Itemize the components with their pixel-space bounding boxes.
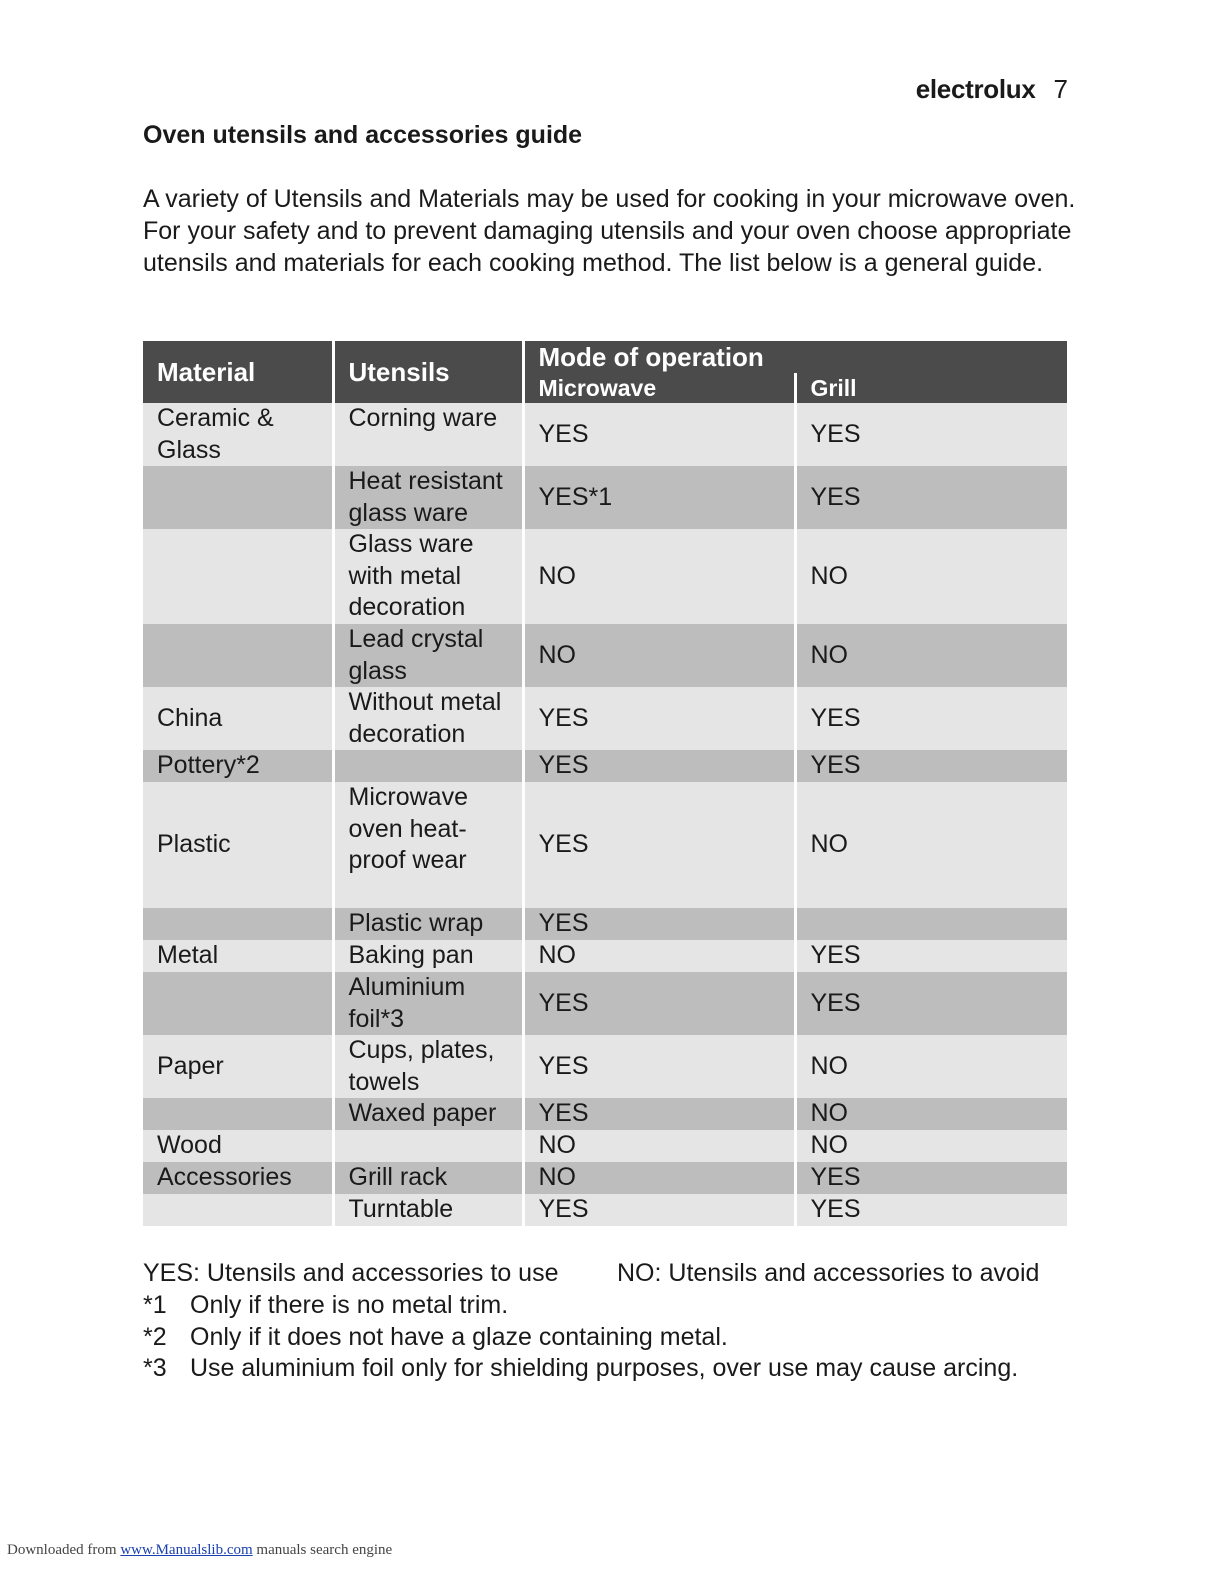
footnote-mark: *3 [143,1354,167,1383]
table-row [143,687,1067,750]
grill-cell: YES [795,1162,1067,1194]
material-cell [143,1194,333,1226]
table-row [143,1130,1067,1162]
utensils-cell: Baking pan [333,940,523,972]
table-row [143,1194,1067,1226]
grill-cell: NO [795,1130,1067,1162]
legend-no: NO: Utensils and accessories to avoid [617,1259,1040,1287]
microwave-cell: YES [523,403,795,466]
microwave-cell: NO [523,624,795,687]
table-row [143,908,1067,940]
grill-cell: YES [795,466,1067,529]
utensils-cell: Aluminium foil*3 [333,972,523,1035]
footer-prefix: Downloaded from [7,1542,117,1558]
grill-cell: YES [795,403,1067,466]
material-cell: Ceramic & Glass [143,403,333,466]
microwave-cell: NO [523,1162,795,1194]
utensils-cell: Microwave oven heat-proof wear [333,782,523,908]
table-row [143,529,1067,624]
footnote-mark: *2 [143,1322,167,1351]
microwave-cell: YES [523,972,795,1035]
footnote-text: Only if it does not have a glaze containing metal. [190,1322,728,1351]
microwave-cell: YES [523,782,795,908]
microwave-cell: NO [523,940,795,972]
material-cell: Wood [143,1130,333,1162]
header-material: Material [143,341,333,403]
grill-cell [795,908,1067,940]
table-row [143,940,1067,972]
utensils-cell: Plastic wrap [333,908,523,940]
grill-cell: YES [795,1194,1067,1226]
page-number: 7 [1053,74,1068,104]
utensils-cell: Without metal decoration [333,687,523,750]
table-body [143,403,1067,1226]
manualslib-link[interactable]: www.Manualslib.com [120,1542,253,1558]
table-row [143,972,1067,1035]
utensils-cell [333,1130,523,1162]
table-row [143,466,1067,529]
table-row [143,782,1067,908]
microwave-cell: YES [523,1194,795,1226]
utensils-cell: Cups, plates, towels [333,1035,523,1098]
material-cell [143,1098,333,1130]
utensils-guide-table [143,341,1067,1226]
material-cell: Pottery*2 [143,750,333,782]
footnote-text: Only if there is no metal trim. [190,1290,509,1319]
grill-cell: NO [795,624,1067,687]
microwave-cell: YES [523,908,795,940]
grill-cell: YES [795,750,1067,782]
microwave-cell: YES [523,1098,795,1130]
microwave-cell: YES [523,750,795,782]
material-cell [143,908,333,940]
grill-cell: YES [795,940,1067,972]
footnote-mark: *1 [143,1290,167,1319]
grill-cell: NO [795,1035,1067,1098]
material-cell: Paper [143,1035,333,1098]
material-cell: Accessories [143,1162,333,1194]
grill-cell: NO [795,1098,1067,1130]
utensils-cell: Grill rack [333,1162,523,1194]
microwave-cell: YES [523,687,795,750]
page-header [916,74,1068,105]
footnote-text: Use aluminium foil only for shielding purposes, over use may cause arcing. [190,1354,1019,1383]
brand-name: electrolux [915,74,1036,104]
footer-suffix: manuals search engine [256,1542,393,1558]
header-mode-of-operation: Mode of operation [523,341,1067,373]
microwave-cell: NO [523,1130,795,1162]
utensils-cell: Glass ware with metal decoration [333,529,523,624]
legend [143,1258,1083,1385]
table-row [143,1098,1067,1130]
microwave-cell: NO [523,529,795,624]
grill-cell: YES [795,687,1067,750]
grill-cell: NO [795,529,1067,624]
footnote [143,1322,1083,1354]
utensils-cell: Waxed paper [333,1098,523,1130]
utensils-cell: Corning ware [333,403,523,466]
table-row [143,750,1067,782]
page-title: Oven utensils and accessories guide [143,121,583,149]
footnote [143,1290,1083,1322]
table-row [143,1035,1067,1098]
utensils-cell [333,750,523,782]
header-grill: Grill [795,373,1067,403]
material-cell [143,624,333,687]
download-footer [7,1542,392,1559]
material-cell: Metal [143,940,333,972]
utensils-cell: Heat resistant glass ware [333,466,523,529]
table-row [143,1162,1067,1194]
intro-paragraph: A variety of Utensils and Materials may be used for cooking in your microwave oven. For your safety and to prevent damaging utensils and your oven choose appropriate utensils and materials for each cooking method. The list below is a general guide. [143,185,1076,277]
grill-cell: YES [795,972,1067,1035]
material-cell [143,972,333,1035]
material-cell: China [143,687,333,750]
table-row [143,403,1067,466]
utensils-cell: Turntable [333,1194,523,1226]
microwave-cell: YES*1 [523,466,795,529]
legend-yes: YES: Utensils and accessories to use [143,1259,559,1287]
material-cell [143,466,333,529]
microwave-cell: YES [523,1035,795,1098]
material-cell [143,529,333,624]
material-cell: Plastic [143,782,333,908]
footnote [143,1353,1083,1385]
header-utensils: Utensils [333,341,523,403]
grill-cell: NO [795,782,1067,908]
table-row [143,624,1067,687]
header-microwave: Microwave [523,373,795,403]
utensils-cell: Lead crystal glass [333,624,523,687]
